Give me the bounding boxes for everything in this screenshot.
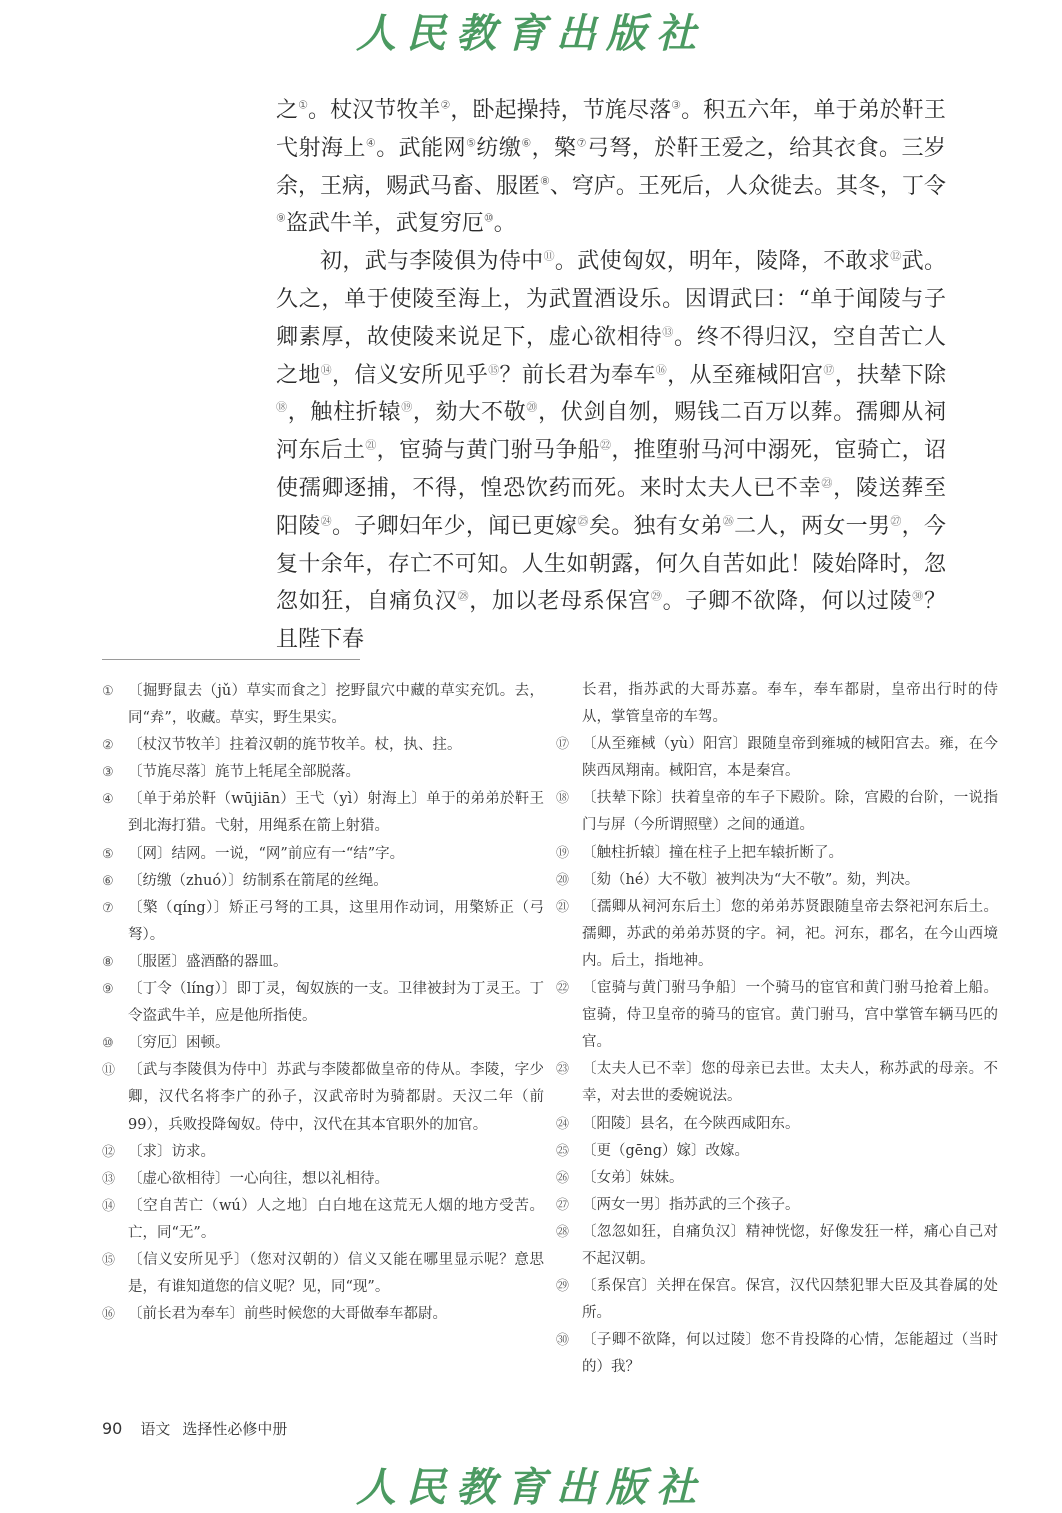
footnote-text: 〔节旄尽落〕旄节上牦尾全部脱落。	[128, 764, 360, 781]
text-run: ，伏剑自刎，赐钱二百万以葬。孺卿从祠河东后土	[276, 400, 946, 464]
footnote-number: ⑱	[556, 791, 570, 807]
footnote	[556, 1273, 998, 1327]
footnote	[102, 1139, 544, 1166]
footnote	[556, 867, 998, 894]
footnote-text: 〔单于弟於靬（wūjiān）王弋（yì）射海上〕单于的弟弟於靬王到北海打猎。弋射，用绳系在箭上射猎。	[128, 791, 544, 835]
footnote-text: 〔孺卿从祠河东后土〕您的弟弟苏贤跟随皇帝去祭祀河东后土。孺卿，苏武的弟弟苏贤的字。祠，祀。河东，郡名，在今山西境内。后土，指地神。	[582, 898, 998, 969]
footnotes-left-column	[102, 678, 544, 1328]
footnote-number: ⑯	[102, 1307, 116, 1323]
footnote-text: 〔信义安所见乎〕（您对汉朝的）信义又能在哪里显示呢？意思是，有谁知道您的信义呢？见，同“现”。	[128, 1251, 544, 1296]
text-run: ，檠	[531, 135, 577, 161]
footnote-text: 〔虚心欲相待〕一心向往，想以礼相待。	[128, 1170, 389, 1187]
text-run: ，触柱折辕	[287, 400, 402, 426]
footnote	[102, 786, 544, 840]
text-run: 盗武牛羊，武复穷厄	[285, 211, 484, 237]
footnote-text: 〔劾（hé）大不敬〕被判决为“大不敬”。劾，判决。	[582, 871, 920, 888]
footnote	[556, 840, 998, 867]
footnote-number: ⑬	[102, 1171, 116, 1187]
footnote-text: 长君，指苏武的大哥苏嘉。奉车，奉车都尉，皇帝出行时的侍从，掌管皇帝的车驾。	[582, 682, 998, 726]
footnote	[556, 731, 998, 785]
footnote-number: ⑩	[102, 1036, 114, 1052]
footnote-number: ㉚	[556, 1333, 570, 1349]
footnote	[102, 1057, 544, 1138]
footnote-number: ⑦	[102, 900, 114, 916]
footnote-number: ⑫	[102, 1144, 116, 1160]
footnote-number: ㉒	[556, 981, 570, 997]
footnote-text: 〔从至雍棫（yù）阳宫〕跟随皇帝到雍城的棫阳宫去。雍，在今陕西凤翔南。棫阳宫，本是秦宫。	[582, 736, 998, 780]
footnote	[102, 678, 544, 732]
text-run: 武。久之，单于使陵至海上，为武置酒设乐。因谓武曰：“单于闻陵与子卿素厚，故使陵来说足下，虚心欲相待	[276, 249, 946, 350]
footnote-text: 〔求〕访求。	[128, 1143, 215, 1160]
text-run: 弓弩，於靬王爱之，给其衣食。三岁余，王病，赐武马畜、服匿	[276, 135, 946, 199]
footnote-marker: ⑮	[488, 363, 500, 377]
footnote-text: 〔两女一男〕指苏武的三个孩子。	[582, 1196, 800, 1213]
footnote-text: 〔空自苦亡（wú）人之地〕白白地在这荒无人烟的地方受苦。亡，同“无”。	[128, 1197, 544, 1241]
footnote-text: 〔子卿不欲降，何以过陵〕您不肯投降的心情，怎能超过（当时的）我？	[582, 1332, 998, 1376]
footnote	[102, 759, 544, 786]
text-run: 。终不得归汉，空自苦亡人之地	[276, 324, 946, 388]
text-run: ，卧起操持，节旄尽落	[450, 98, 672, 123]
footnote-marker: ⑫	[890, 249, 902, 263]
footnote-marker: ⑱	[276, 401, 288, 415]
footnote-text: 〔前长君为奉车〕前些时候您的大哥做奉车都尉。	[128, 1306, 447, 1323]
footnote	[102, 1030, 544, 1057]
footnote-number: ⑲	[556, 845, 570, 861]
text-run: 。武使匈奴，明年，陵降，不敢求	[554, 249, 891, 275]
footnote-marker: ㉘	[457, 590, 470, 604]
footnote-number: ⑰	[556, 737, 570, 753]
footnote-marker: ④	[365, 136, 377, 150]
footnote	[102, 1247, 544, 1301]
text-run: 。	[493, 211, 516, 237]
footnote-number: ⑨	[102, 982, 114, 998]
footnote-number: ①	[102, 684, 114, 699]
footnote-marker: ⑥	[521, 136, 532, 150]
publisher-watermark-bottom: 人民教育出版社	[356, 1464, 706, 1511]
text-run: ，从至雍棫阳宫	[667, 362, 824, 388]
text-run: ，宦骑与黄门驸马争船	[376, 438, 600, 464]
text-run: ，推堕驸马河中溺死，宦骑亡，诏使孺卿逐捕，不得，惶恐饮药而死。来时太夫人已不幸	[276, 438, 946, 501]
footnote	[102, 1193, 544, 1247]
footnote	[102, 895, 544, 949]
footnote-marker: ⑰	[823, 363, 835, 377]
text-run: 。杖汉节牧羊	[308, 98, 441, 123]
footnote-marker: ⑯	[655, 363, 668, 377]
main-text	[276, 92, 946, 659]
footnote-number: ㉘	[556, 1224, 570, 1240]
footnote-divider	[102, 659, 360, 660]
footnote-marker: ①	[298, 98, 309, 112]
text-run: 。武能网	[376, 135, 467, 161]
footnote-marker: ㉖	[722, 514, 735, 528]
footnote	[102, 949, 544, 976]
footnotes-right-column	[556, 677, 998, 1381]
footnote-number: ⑤	[102, 846, 114, 862]
footnote	[102, 868, 544, 895]
footnote-number: ⑪	[102, 1063, 116, 1079]
footnote-marker: ㉗	[890, 514, 902, 528]
page-number: 90	[102, 1419, 123, 1438]
footnote	[556, 1111, 998, 1138]
footnote-number: ③	[102, 765, 114, 781]
footnote-text: 〔掘野鼠去（jǔ）草实而食之〕挖野鼠穴中藏的草实充饥。去，同“弆”，收藏。草实，野生果实。	[128, 683, 544, 727]
footnote-text: 〔宦骑与黄门驸马争船〕一个骑马的宦官和黄门驸马抢着上船。宦骑，侍卫皇帝的骑马的宦官。黄门驸马，宫中掌管车辆马匹的官。	[582, 980, 998, 1051]
footnote	[556, 785, 998, 839]
footnote-number: ⑧	[102, 954, 114, 970]
paragraph	[276, 243, 946, 659]
text-run: ，今复十余年，存亡不可知。人生如朝露，何久自苦如此！陵始降时，忽忽如狂，自痛负汉	[276, 513, 946, 615]
footnote-text: 〔阳陵〕县名，在今陕西咸阳东。	[582, 1115, 800, 1132]
text-run: ，加以老母系保宫	[469, 589, 651, 615]
book-label: 选择性必修中册	[182, 1420, 288, 1438]
text-run: ？前长君为奉车	[499, 362, 656, 388]
footnote-text: 〔纺缴（zhuó）〕纺制系在箭尾的丝绳。	[128, 872, 388, 889]
footnote-marker: ㉔	[320, 514, 332, 528]
footnote-marker: ②	[440, 98, 451, 112]
footnote-number: ㉕	[556, 1143, 570, 1159]
footnote-number: ⑳	[556, 872, 570, 888]
subject-label: 语文	[140, 1420, 171, 1438]
footnote-number: ⑥	[102, 873, 114, 889]
footnote	[556, 1056, 998, 1110]
footnote-text: 〔太夫人已不幸〕您的母亲已去世。太夫人，称苏武的母亲。不幸，对去世的委婉说法。	[582, 1061, 998, 1105]
publisher-watermark-top: 人民教育出版社	[356, 10, 706, 57]
footnote-number: ㉖	[556, 1170, 570, 1186]
footnote-marker: ⑪	[543, 249, 555, 263]
footnote-marker: ㉙	[650, 590, 663, 604]
footnote-marker: ㉑	[365, 438, 377, 452]
footnote-text: 〔女弟〕妹妹。	[582, 1169, 684, 1186]
footnote-text: 〔扶辇下除〕扶着皇帝的车子下殿阶。除，宫殿的台阶，一说指门与屏（今所谓照壁）之间的通道。	[582, 790, 998, 834]
footnote-text: 〔触柱折辕〕撞在柱子上把车辕折断了。	[582, 844, 843, 861]
footnote-text: 〔忽忽如狂，自痛负汉〕精神恍惚，好像发狂一样，痛心自己对不起汉朝。	[582, 1223, 998, 1267]
footnote-text: 〔网〕结网。一说，“网”前应有一“结”字。	[128, 845, 405, 862]
footnote-text: 〔檠（qíng）〕矫正弓弩的工具，这里用作动词，用檠矫正（弓弩）。	[128, 899, 544, 943]
footnote-marker: ㉒	[600, 438, 612, 452]
footnote-number: ㉑	[556, 899, 570, 915]
footnote	[556, 1138, 998, 1165]
footnote-text: 〔杖汉节牧羊〕拄着汉朝的旄节牧羊。杖，执、拄。	[128, 737, 462, 754]
footnote-marker: ㉓	[821, 476, 834, 490]
text-run: ，扶辇下除	[834, 362, 946, 388]
footnote-marker: ⑦	[576, 136, 587, 150]
footnote-number: ㉓	[556, 1062, 570, 1078]
footnote-marker: ③	[671, 98, 682, 112]
text-run: 、穹庐。王死后，人众徙去。其冬，丁令	[549, 173, 946, 199]
text-run: 矣。独有女弟	[588, 513, 723, 539]
footnote-marker: ⑳	[526, 401, 539, 415]
footnote	[102, 732, 544, 759]
footnote-text: 〔服匿〕盛酒酪的器皿。	[128, 953, 288, 970]
footnote-text: 〔穷厄〕困顿。	[128, 1035, 230, 1052]
footnote-marker: ⑭	[320, 363, 332, 377]
footnote-number: ⑭	[102, 1198, 116, 1214]
footnote	[102, 1166, 544, 1193]
footnote-text: 〔武与李陵俱为侍中〕苏武与李陵都做皇帝的侍从。李陵，字少卿，汉代名将李广的孙子，汉武帝时为骑都尉。天汉二年（前99），兵败投降匈奴。侍中，汉代在其本官职外的加官。	[128, 1062, 544, 1133]
paragraph	[276, 92, 946, 243]
footnote-marker: ⑩	[483, 212, 494, 226]
footnote-marker: ⑲	[401, 401, 413, 415]
footnote-number: ㉔	[556, 1116, 570, 1132]
text-run: 。积五六年，单于弟於靬王弋射海上	[276, 98, 946, 161]
text-run: ，劾大不敬	[412, 400, 527, 426]
footnote-marker: ⑤	[466, 136, 477, 150]
footnote-number: ⑮	[102, 1252, 116, 1268]
footnote-text: 〔更（gēng）嫁〕改嫁。	[582, 1142, 749, 1159]
text-run: ？且陛下春	[276, 589, 946, 653]
footnote	[556, 894, 998, 975]
text-run: 初，武与李陵俱为侍中	[320, 249, 544, 275]
footnote-number: ②	[102, 738, 114, 754]
text-run: 二人，两女一男	[734, 513, 891, 539]
footnote-marker: ⑧	[540, 174, 550, 188]
footnote-number: ④	[102, 792, 114, 808]
footnote-number: ㉗	[556, 1197, 570, 1213]
page-footer	[102, 1418, 287, 1439]
footnote	[556, 1165, 998, 1192]
footnote	[556, 1192, 998, 1219]
text-run: ，信义安所见乎	[331, 362, 489, 388]
text-run: 之	[276, 98, 299, 123]
footnote	[556, 1327, 998, 1381]
footnote-marker: ㉚	[912, 590, 924, 604]
footnote	[556, 1219, 998, 1273]
footnote-number: ㉙	[556, 1279, 570, 1295]
text-run: 。子卿妇年少，闻已更嫁	[331, 513, 578, 539]
footnote-marker: ⑨	[276, 212, 286, 226]
text-run: 。子卿不欲降，何以过陵	[662, 589, 913, 615]
footnote	[556, 975, 998, 1056]
text-run: ，陵送葬至阳陵	[276, 475, 946, 539]
footnote	[102, 1301, 544, 1328]
footnote-text: 〔丁令（líng）〕即丁灵，匈奴族的一支。卫律被封为丁灵王。丁令盗武牛羊，应是他所指使。	[128, 981, 544, 1025]
footnote	[102, 841, 544, 868]
footnote-continuation	[556, 677, 998, 731]
footnote-marker: ⑬	[662, 325, 675, 339]
footnote-text: 〔系保宫〕关押在保宫。保宫，汉代囚禁犯罪大臣及其眷属的处所。	[582, 1278, 998, 1322]
footnote-marker: ㉕	[577, 514, 589, 528]
text-run: 纺缴	[476, 135, 522, 161]
footnote	[102, 976, 544, 1030]
